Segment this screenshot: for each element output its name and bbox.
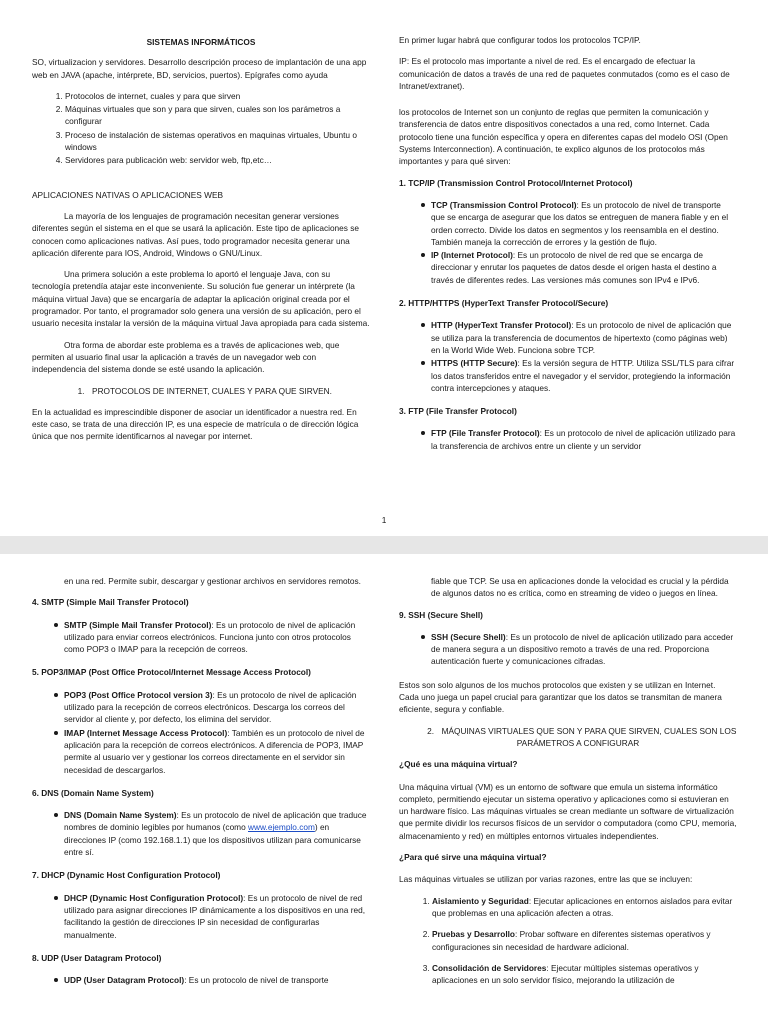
list-item — [64, 727, 370, 776]
list-item — [64, 619, 370, 656]
section-heading-1 — [32, 385, 370, 397]
term: HTTPS (HTTP Secure) — [431, 358, 518, 369]
page1-left-column — [32, 34, 370, 452]
page-number: 1 — [381, 515, 387, 525]
protocol-heading: 8. UDP (User Datagram Protocol) — [32, 952, 162, 963]
section-title: PROTOCOLOS DE INTERNET, CUALES Y PARA QUE SIRVEN. — [92, 385, 332, 396]
paragraph: Las máquinas virtuales se utilizan por varias razones, entre las que se incluyen: — [399, 874, 693, 885]
definition: : Probar software en diferentes sistemas operativos y configuraciones sin necesidad de hardware adicional. — [432, 929, 711, 952]
list-item — [431, 427, 737, 452]
bullet-list — [399, 319, 737, 394]
section-title: MÁQUINAS VIRTUALES QUE SON Y PARA QUE SIRVEN, CUALES SON LOS PARÁMETROS A CONFIGURAR — [441, 725, 737, 748]
section-heading-2 — [399, 725, 737, 750]
paragraph: IP: Es el protocolo mas importante a nivel de red. Es el encargado de efectuar la comunicación de datos a través de una red de paquetes conmutados (como es el caso de Intranet/extranet). — [399, 56, 730, 91]
paragraph: Otra forma de abordar este problema es a través de aplicaciones web, que permiten al usuario final usar la aplicación a través de un navegador web con independencia del sistema donde se esté usando la aplicación. — [32, 339, 340, 375]
term: Pruebas y Desarrollo — [432, 929, 516, 940]
topic-item: 1. Protocolos de internet, cuales y para que sirven — [65, 90, 370, 102]
list-item — [431, 319, 737, 356]
bullet-list — [32, 809, 370, 858]
bullet-list — [32, 619, 370, 656]
page1-right-column — [399, 34, 737, 463]
protocol-heading: 2. HTTP/HTTPS (HyperText Transfer Protocol/Secure) — [399, 298, 609, 309]
page2-right-column — [399, 575, 737, 998]
section-number: 2. — [427, 725, 435, 736]
term: HTTP (HyperText Transfer Protocol) — [431, 320, 572, 331]
paragraph: En primer lugar habrá que configurar todos los protocolos TCP/IP. — [399, 35, 641, 45]
topic-item: 2. Máquinas virtuales que son y para que sirven, cuales son los parámetros a configurar — [65, 103, 370, 128]
paragraph: los protocolos de Internet son un conjunto de reglas que permiten la comunicación y transferencia de datos entre dispositivos conectados a una red, como Internet. Cada protocolo tiene una función específica y opera en diferentes capas del modelo OSI (Open Systems Interconnection). A continuación, te explico algunos de los protocolos más importantes y para qué sirven: — [399, 107, 728, 167]
protocol-heading: 3. FTP (File Transfer Protocol) — [399, 406, 517, 417]
definition: : Es un protocolo de nivel de transporte que se encarga de asegurar que los datos se entreguen de manera fiable y en el orden correcto. Divide los datos en segmentos y los reensambla en el destino. También maneja la corrección de errores y la gestión de flujo. — [431, 199, 729, 247]
bullet-list — [399, 631, 737, 668]
topic-item: 3. Proceso de instalación de sistemas operativos en maquinas virtuales, Ubuntu o windows — [65, 129, 370, 154]
term: TCP (Transmission Control Protocol) — [431, 199, 577, 210]
paragraph: Una primera solución a este problema lo aportó el lenguaje Java, con su tecnología pretendía atajar este inconveniente. Su solución fue generar un intérprete (la máquina virtual Java) que se encargaría de adaptar la aplicación original creada por el programador. Por tanto, el programador solo genera una versión de su aplicación, pero el usuario necesita instalar la versión de la máquina virtual Java apropiada para cada sistema. — [32, 269, 370, 329]
definition: : También es un protocolo de nivel de aplicación para la recepción de correos electrónicos. A diferencia de POP3, IMAP permite al usuario ver y gestionar los correos directamente en el servidor sin necesidad de descargarlos. — [64, 727, 365, 775]
paragraph: La mayoría de los lenguajes de programación necesitan generar versiones diferentes según el sistema en el que se usará la aplicación. Este tipo de aplicaciones se conocen como aplicaciones nativas. Así pues, todo programador necesita generar una aplicación diferente para IOS, Android, Windows o GNU/Linux. — [32, 210, 360, 258]
term: SMTP (Simple Mail Transfer Protocol) — [64, 619, 212, 630]
term: SSH (Secure Shell) — [431, 631, 506, 642]
definition: : Ejecutar aplicaciones en entornos aislados para evitar que problemas en una aplicación afecten a otras. — [432, 895, 733, 918]
apps-heading: APLICACIONES NATIVAS O APLICACIONES WEB — [32, 189, 224, 200]
definition: : Ejecutar múltiples sistemas operativos y aplicaciones en un solo servidor físico, mejorando la utilización de — [432, 962, 699, 986]
topic-item: 4. Servidores para publicación web: servidor web, ftp,etc… — [65, 154, 370, 166]
question-heading: ¿Qué es una máquina virtual? — [399, 759, 518, 770]
list-item — [431, 357, 737, 394]
term: UDP (User Datagram Protocol) — [64, 975, 185, 986]
list-item — [431, 249, 737, 286]
definition: : Es un protocolo de nivel de transporte — [184, 975, 329, 986]
term: POP3 (Post Office Protocol version 3) — [64, 689, 213, 700]
list-item — [64, 689, 370, 726]
document-page-2 — [0, 554, 768, 1024]
definition: : Es un protocolo de nivel de aplicación utilizado para enviar correos electrónicos. Funciona junto con otros protocolos como POP3 o IMAP para la recepción de correos. — [64, 619, 356, 655]
intro-paragraph: SO, virtualizacion y servidores. Desarrollo descripción proceso de implantación de una app web en JAVA (apache, intérprete, BD, servicios, puertos). Epígrafes como ayuda — [32, 57, 367, 80]
bullet-list — [399, 427, 737, 452]
term: DHCP (Dynamic Host Configuration Protocol) — [64, 892, 244, 903]
bullet-list — [32, 689, 370, 776]
definition: : Es un protocolo de nivel de aplicación que se utiliza para la transferencia de documentos de hipertexto (como páginas web) en la World Wide Web. Funciona sobre TCP. — [431, 320, 732, 355]
term: IMAP (Internet Message Access Protocol) — [64, 727, 228, 738]
document-title: SISTEMAS INFORMÁTICOS — [146, 37, 256, 47]
definition: : Es un protocolo de nivel de aplicación utilizado para la transferencia de archivos entre un cliente y un servidor — [431, 428, 736, 451]
paragraph: En la actualidad es imprescindible disponer de asociar un identificador a nuestra red. En este caso, se trata de una dirección IP, es una especie de matrícula o de dirección lógica única que nos permite identificarnos al navegar por internet. — [32, 406, 359, 442]
definition: : Es la versión segura de HTTP. Utiliza SSL/TLS para cifrar los datos transferidos entre el navegador y el servidor, protegiendo la información contra intercepciones y ataques. — [431, 358, 735, 393]
list-item — [432, 962, 737, 987]
list-item — [431, 631, 737, 668]
reasons-list — [399, 895, 737, 987]
question-heading: ¿Para qué sirve una máquina virtual? — [399, 852, 547, 863]
list-item — [432, 895, 737, 920]
term: IP (Internet Protocol) — [431, 250, 513, 261]
bullet-list — [32, 892, 370, 941]
definition: : Es un protocolo de nivel de aplicación utilizado para acceder de manera segura a un dispositivo remoto a través de una red. Proporciona autenticación fuerte y comunicaciones cifradas. — [431, 631, 734, 667]
list-item — [64, 892, 370, 941]
protocol-heading: 1. TCP/IP (Transmission Control Protocol/Internet Protocol) — [399, 177, 633, 188]
protocol-heading: 4. SMTP (Simple Mail Transfer Protocol) — [32, 597, 189, 608]
list-item — [64, 809, 370, 858]
definition: : Es un protocolo de nivel de red utilizado para asignar direcciones IP dinámicamente a los dispositivos en una red, facilitando la gestión de direcciones IP sin necesidad de configurarlas manualmente. — [64, 892, 366, 940]
protocol-heading: 5. POP3/IMAP (Post Office Protocol/Internet Message Access Protocol) — [32, 667, 311, 678]
list-item — [432, 928, 737, 953]
paragraph: Una máquina virtual (VM) es un entorno de software que emula un sistema informático completo, permitiendo ejecutar un sistema operativo y aplicaciones como si estuvieran en un hardware físico. Las máquinas virtuales se crean mediante un software de virtualización que permite dividir los recursos físicos de un servidor o computadora (como CPU, memoria, almacenamiento y red) en múltiples entornos virtuales independientes. — [399, 781, 737, 841]
example-link[interactable]: www.ejemplo.com — [248, 822, 315, 833]
definition: ) en direcciones IP (como 192.168.1.1) que los dispositivos utilizan para comunicarse entre sí. — [64, 822, 361, 858]
protocol-heading: 6. DNS (Domain Name System) — [32, 787, 154, 798]
definition: : Es un protocolo de nivel de aplicación que traduce nombres de dominio legibles por humanos (como — [64, 810, 367, 833]
term: Consolidación de Servidores — [432, 962, 547, 973]
term: DNS (Domain Name System) — [64, 810, 177, 821]
section-number: 1. — [77, 385, 85, 396]
protocol-heading: 9. SSH (Secure Shell) — [399, 609, 483, 620]
continued-text: fiable que TCP. Se usa en aplicaciones donde la velocidad es crucial y la pérdida de algunos datos no es crítica, como en streaming de video o juegos en línea. — [431, 576, 729, 599]
definition: : Es un protocolo de nivel de red que se encarga de direccionar y enrutar los paquetes de datos desde el origen hasta el destino a través de diferentes redes. Las versiones más comunes son IPv4 e IPv6. — [431, 250, 717, 285]
list-item — [431, 199, 737, 248]
continued-text: en una red. Permite subir, descargar y gestionar archivos en servidores remotos. — [64, 576, 361, 586]
paragraph: Estos son solo algunos de los muchos protocolos que existen y se utilizan en Internet. Cada uno juega un papel crucial para garantizar que los datos se transmitan de manera eficiente, segura y confiable. — [399, 679, 722, 715]
protocol-heading: 7. DHCP (Dynamic Host Configuration Protocol) — [32, 870, 221, 881]
page2-left-column — [32, 575, 370, 997]
term: FTP (File Transfer Protocol) — [431, 428, 540, 439]
bullet-list — [32, 974, 370, 986]
term: Aislamiento y Seguridad — [432, 895, 529, 906]
definition: : Es un protocolo de nivel de aplicación utilizado para la recepción de correos electrónicos. Descarga los correos del servidor al cliente y, por defecto, los elimina del servidor. — [64, 689, 357, 725]
list-item — [64, 974, 370, 986]
topics-list — [32, 90, 370, 167]
bullet-list — [399, 199, 737, 286]
